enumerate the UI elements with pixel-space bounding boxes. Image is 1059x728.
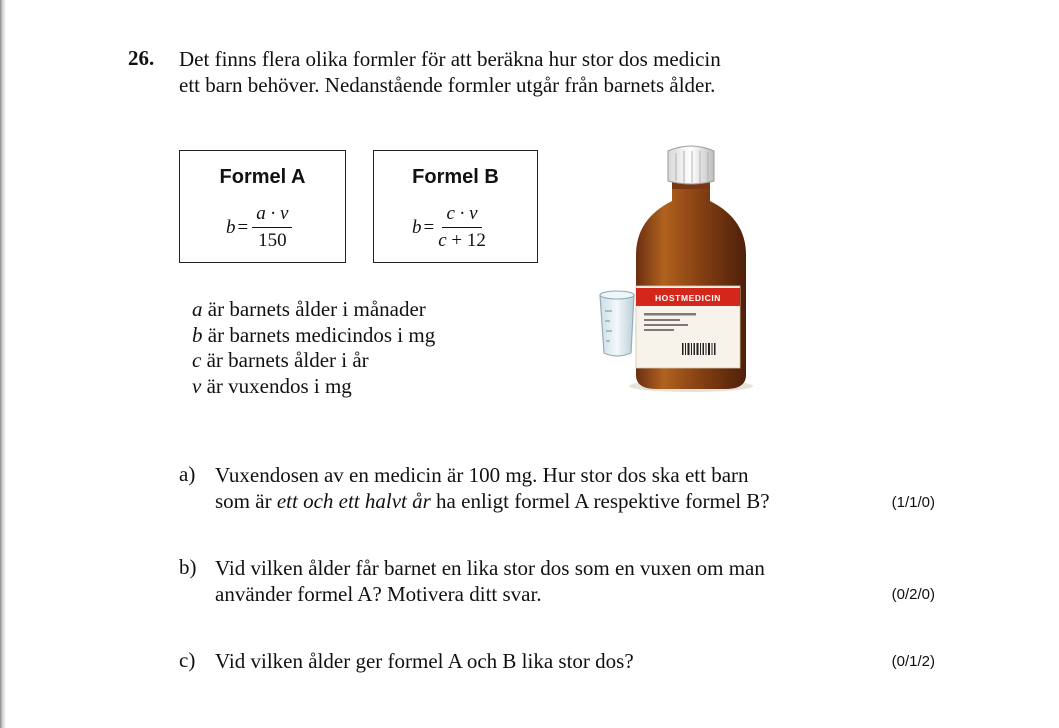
question-intro [179,46,721,98]
part-b-points: (0/2/0) [891,586,935,603]
formula-a-numerator: a · v [252,203,292,228]
variable-symbol: c [192,348,202,372]
part-a-line2 [215,488,770,514]
part-a-letter: a) [179,462,196,486]
bottle-label-text: HOSTMEDICIN [654,293,722,303]
formula-b-fraction [438,203,486,252]
part-c-letter: c) [179,648,196,672]
variable-symbol: a [192,297,203,321]
formula-a-denominator: 150 [258,230,287,251]
variable-text: är vuxendos i mg [201,373,352,398]
part-a-line2-pre: som är [215,489,277,513]
part-a-line1: Vuxendosen av en medicin är 100 mg. Hur stor dos ska ett barn [215,463,749,487]
intro-line: ett barn behöver. Nedanstående formler utgår från barnets ålder. [179,73,716,97]
formula-b-denominator [438,228,486,252]
part-c-line1: Vid vilken ålder ger formel A och B lika stor dos? [215,649,634,673]
part-b-line2: använder formel A? Motivera ditt svar. [215,582,542,606]
page-edge-shadow [0,0,6,728]
part-a-line2-post: ha enligt formel A respektive formel B? [430,489,770,513]
variable-line [192,348,435,374]
formula-a-lhs: b [226,216,236,238]
bottle-cap [668,146,714,184]
formula-b-equation [412,203,486,252]
variable-text: är barnets ålder i månader [202,297,426,321]
part-b-letter: b) [179,555,197,579]
question-number: 26. [128,46,155,70]
formula-b-title: Formel B [412,166,499,188]
formula-b-equals: = [423,216,435,238]
variable-line [192,297,435,323]
variable-symbol: v [192,373,202,398]
intro-line: Det finns flera olika formler för att beräkna hur stor dos medicin [179,47,721,71]
formula-b-denominator-var: c [438,230,447,251]
part-b-text [215,555,765,607]
variable-text: är barnets ålder i år [201,348,369,372]
formula-b-numerator: c · v [442,203,481,228]
part-c-points: (0/1/2) [891,653,935,670]
formula-a-equals: = [237,216,249,238]
variable-symbol: b [192,322,203,347]
formula-b-denominator-rest: + 12 [446,230,486,251]
part-a-points: (1/1/0) [891,494,935,511]
formula-b-box [373,150,538,263]
measuring-cup [600,295,634,356]
variable-line [192,323,435,349]
formula-a-equation [226,203,292,252]
part-c-text [215,648,634,674]
part-b-line1: Vid vilken ålder får barnet en lika stor dos som en vuxen om man [215,556,765,580]
formula-a-fraction [252,203,292,252]
variable-definitions [192,297,435,399]
formula-a-box [179,150,346,263]
variable-text: är barnets medicindos i mg [202,322,436,347]
part-a-text [215,462,770,514]
formula-a-title: Formel A [219,166,306,188]
part-a-line2-emphasis: ett och ett halvt år [276,489,431,513]
variable-line [192,374,435,400]
formula-b-lhs: b [412,216,422,238]
medicine-bottle-illustration [596,143,756,393]
